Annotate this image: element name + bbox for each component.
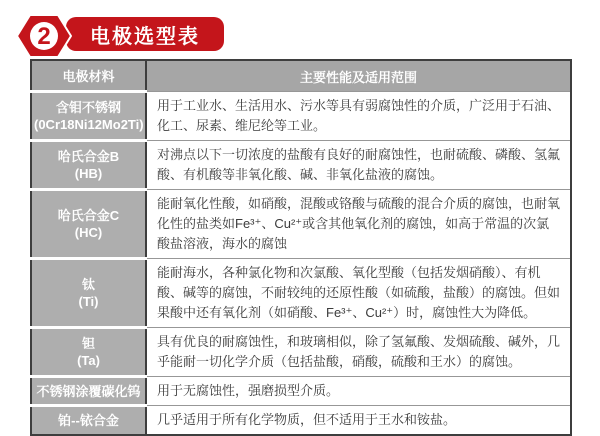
- table-row: [31, 259, 571, 328]
- material-name: 钛: [81, 277, 95, 292]
- description-cell: 能耐氧化性酸，如硝酸，混酸或铬酸与硫酸的混合介质的腐蚀，也耐氧化性的盐类如Fe³⁺、Cu²⁺或含其他氧化剂的腐蚀，如高于常温的次氯酸盐溶液，海水的腐蚀: [146, 190, 571, 259]
- description-cell: 对沸点以下一切浓度的盐酸有良好的耐腐蚀性，也耐硫酸、磷酸、氢氟酸、有机酸等非氧化酸、碱、非氧化盐液的腐蚀。: [146, 141, 571, 190]
- electrode-selection-table: [30, 59, 572, 436]
- number-badge-icon: [16, 13, 72, 59]
- material-cell: [31, 377, 146, 406]
- page-title: 电极选型表: [90, 25, 200, 48]
- material-name: 哈氏合金B: [57, 149, 120, 164]
- material-code: (Ta): [77, 353, 100, 368]
- material-cell: [31, 190, 146, 259]
- table-row: [31, 328, 571, 377]
- table-body: [31, 92, 571, 436]
- description-cell: 用于无腐蚀性，强磨损型介质。: [146, 377, 571, 406]
- material-code: (Ti): [78, 294, 99, 309]
- badge-number: 2: [37, 23, 51, 50]
- material-code: (HB): [74, 166, 103, 181]
- table-row: [31, 92, 571, 141]
- description-cell: 几乎适用于所有化学物质，但不适用于王水和铵盐。: [146, 406, 571, 436]
- table-row: [31, 377, 571, 406]
- material-name: 不锈钢涂覆碳化钨: [36, 383, 141, 399]
- material-cell: [31, 141, 146, 190]
- description-cell: 用于工业水、生活用水、污水等具有弱腐蚀性的介质，广泛用于石油、化工、尿素、维尼纶等工业。: [146, 92, 571, 141]
- material-name: 铂--铱合金: [58, 413, 119, 428]
- material-code: (0Cr18Ni12Mo2Ti): [34, 117, 144, 132]
- material-name: 钽: [81, 336, 95, 351]
- material-name: 哈氏合金C: [57, 208, 120, 223]
- table-row: [31, 190, 571, 259]
- table-row: [31, 141, 571, 190]
- table-header-material: 电极材料: [31, 60, 146, 92]
- description-cell: 具有优良的耐腐蚀性，和玻璃相似，除了氢氟酸、发烟硫酸、碱外，几乎能耐一切化学介质（包括盐酸，硝酸，硫酸和王水）的腐蚀。: [146, 328, 571, 377]
- material-name: 含钼不锈钢: [55, 100, 121, 115]
- title-banner: [66, 17, 224, 51]
- material-cell: [31, 92, 146, 141]
- material-code: (HC): [74, 225, 103, 240]
- description-cell: 能耐海水，各种氯化物和次氯酸、氧化型酸（包括发烟硝酸）、有机酸、碱等的腐蚀，不耐较纯的还原性酸（如硫酸，盐酸）的腐蚀。但如果酸中还有氧化剂（如硝酸、Fe³⁺、Cu²⁺）时，腐蚀性大为降低。: [146, 259, 571, 328]
- table-header-description: 主要性能及适用范围: [146, 60, 571, 92]
- material-cell: [31, 328, 146, 377]
- table-header-row: [31, 60, 571, 92]
- material-cell: [31, 259, 146, 328]
